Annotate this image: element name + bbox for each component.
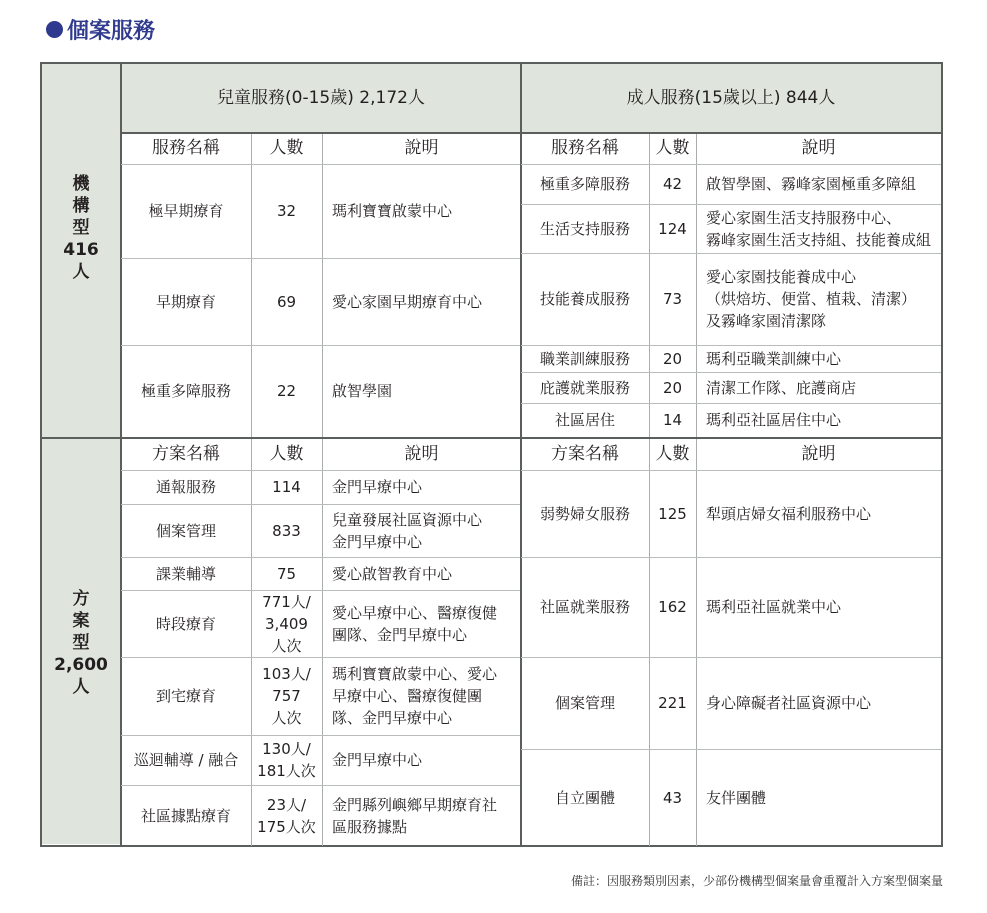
row-count: 125	[658, 504, 687, 523]
service-table	[40, 62, 943, 847]
row-name: 自立團體	[554, 788, 615, 807]
row-name: 庇護就業服務	[539, 378, 630, 397]
row-count: 833	[272, 521, 301, 540]
institution-type-label: 機 構 型 416 人	[63, 174, 99, 282]
grid-line	[521, 657, 941, 658]
row-description: 啟智學園、霧峰家園極重多障組	[706, 175, 917, 193]
children-services-header: 兒童服務(0-15歲) 2,172人	[217, 88, 425, 108]
row-count: 75	[276, 564, 297, 583]
grid-line	[322, 132, 323, 846]
col-header-count: 人數	[269, 138, 304, 158]
row-count: 69	[276, 292, 297, 311]
row-description: 愛心家園早期療育中心	[332, 292, 483, 311]
grid-line	[121, 735, 520, 736]
row-count: 130人/ 181人次	[257, 740, 316, 780]
row-name: 社區就業服務	[539, 598, 630, 616]
row-name: 極重多障服務	[539, 175, 630, 193]
grid-line	[696, 132, 697, 846]
row-count: 32	[276, 202, 297, 220]
col-header-count: 人數	[269, 444, 304, 464]
row-description: 金門縣列嶼鄉早期療育社 區服務據點	[332, 795, 498, 836]
grid-line	[521, 403, 941, 404]
program-type-label: 方 案 型 2,600 人	[54, 589, 108, 697]
row-description: 清潔工作隊、庇護商店	[706, 378, 857, 397]
col-header-description: 說明	[801, 138, 836, 158]
row-count: 22	[276, 382, 297, 400]
grid-line	[120, 64, 122, 846]
row-name: 課業輔導	[155, 564, 216, 583]
row-count: 43	[662, 788, 683, 807]
row-name: 早期療育	[155, 292, 216, 311]
grid-line	[521, 557, 941, 558]
bullet-dot-icon	[46, 21, 63, 38]
row-count: 771人/ 3,409 人次	[262, 592, 311, 655]
adult-services-header: 成人服務(15歲以上) 844人	[626, 88, 836, 108]
row-name: 社區據點療育	[140, 806, 231, 825]
grid-line	[121, 590, 520, 591]
row-name: 技能養成服務	[539, 290, 630, 308]
row-count: 73	[662, 290, 683, 308]
row-name: 極重多障服務	[140, 382, 231, 400]
grid-line	[121, 657, 520, 658]
row-name: 巡迴輔導 / 融合	[133, 751, 239, 769]
col-header-description: 說明	[404, 138, 439, 158]
row-description: 瑪利寶寶啟蒙中心	[332, 202, 453, 220]
row-description: 金門早療中心	[332, 751, 423, 769]
grid-line	[121, 164, 520, 165]
row-name: 職業訓練服務	[539, 349, 630, 368]
grid-line	[121, 557, 520, 558]
row-count: 124	[658, 219, 687, 238]
row-name: 極早期療育	[148, 202, 224, 220]
row-count: 162	[658, 598, 687, 616]
footnote: 備註：因服務類別因素，少部份機構型個案量會重覆計入方案型個案量	[570, 874, 943, 888]
row-name: 社區居住	[554, 411, 615, 429]
grid-line	[521, 372, 941, 373]
col-header-count: 人數	[655, 444, 690, 464]
col-header-count: 人數	[655, 138, 690, 158]
row-description: 瑪利亞社區就業中心	[706, 598, 842, 616]
grid-line	[521, 164, 941, 165]
row-name: 弱勢婦女服務	[539, 504, 630, 523]
row-description: 瑪利寶寶啟蒙中心、愛心 早療中心、醫療復健團 隊、金門早療中心	[332, 665, 498, 727]
col-header-description: 說明	[404, 444, 439, 464]
page-title	[46, 14, 155, 44]
row-description: 愛心啟智教育中心	[332, 564, 453, 583]
col-header-name: 方案名稱	[551, 444, 619, 464]
row-count: 20	[662, 349, 683, 368]
grid-line	[121, 785, 520, 786]
grid-line	[121, 132, 941, 134]
row-description: 瑪利亞社區居住中心	[706, 411, 842, 429]
col-header-name: 服務名稱	[551, 138, 619, 158]
row-name: 個案管理	[554, 694, 615, 712]
grid-line	[649, 132, 650, 846]
col-header-name: 服務名稱	[152, 138, 220, 158]
title-text: 個案服務	[67, 18, 156, 44]
row-description: 友伴團體	[706, 788, 767, 807]
grid-line	[521, 470, 941, 471]
row-count: 103人/ 757 人次	[262, 665, 311, 727]
grid-line	[251, 132, 252, 846]
col-header-description: 說明	[801, 444, 836, 464]
row-description: 啟智學園	[332, 382, 393, 400]
row-name: 通報服務	[155, 478, 216, 496]
grid-line	[520, 64, 522, 846]
row-name: 時段療育	[155, 614, 216, 633]
grid-line	[521, 204, 941, 205]
row-count: 114	[272, 478, 301, 496]
row-description: 金門早療中心	[332, 478, 423, 496]
row-count: 221	[658, 694, 687, 712]
row-count: 14	[662, 411, 683, 429]
row-description: 身心障礙者社區資源中心	[706, 694, 872, 712]
grid-line	[121, 504, 520, 505]
row-description: 愛心家園生活支持服務中心、 霧峰家園生活支持組、技能養成組	[706, 208, 932, 249]
row-description: 愛心早療中心、醫療復健 團隊、金門早療中心	[332, 603, 498, 644]
grid-line	[521, 253, 941, 254]
row-description: 愛心家園技能養成中心 （烘焙坊、便當、植栽、清潔） 及霧峰家園清潔隊	[706, 268, 917, 330]
grid-line	[121, 258, 520, 259]
row-description: 犁頭店婦女福利服務中心	[706, 504, 872, 523]
row-name: 個案管理	[155, 521, 216, 540]
grid-line	[42, 437, 941, 439]
row-name: 生活支持服務	[539, 219, 630, 238]
col-header-name: 方案名稱	[152, 444, 220, 464]
grid-line	[521, 749, 941, 750]
row-description: 兒童發展社區資源中心 金門早療中心	[332, 510, 483, 551]
grid-line	[121, 470, 520, 471]
row-count: 20	[662, 378, 683, 397]
row-name: 到宅療育	[155, 687, 216, 705]
row-description: 瑪利亞職業訓練中心	[706, 349, 842, 368]
grid-line	[121, 345, 520, 346]
row-count: 42	[662, 175, 683, 193]
row-count: 23人/ 175人次	[257, 795, 316, 836]
grid-line	[521, 345, 941, 346]
